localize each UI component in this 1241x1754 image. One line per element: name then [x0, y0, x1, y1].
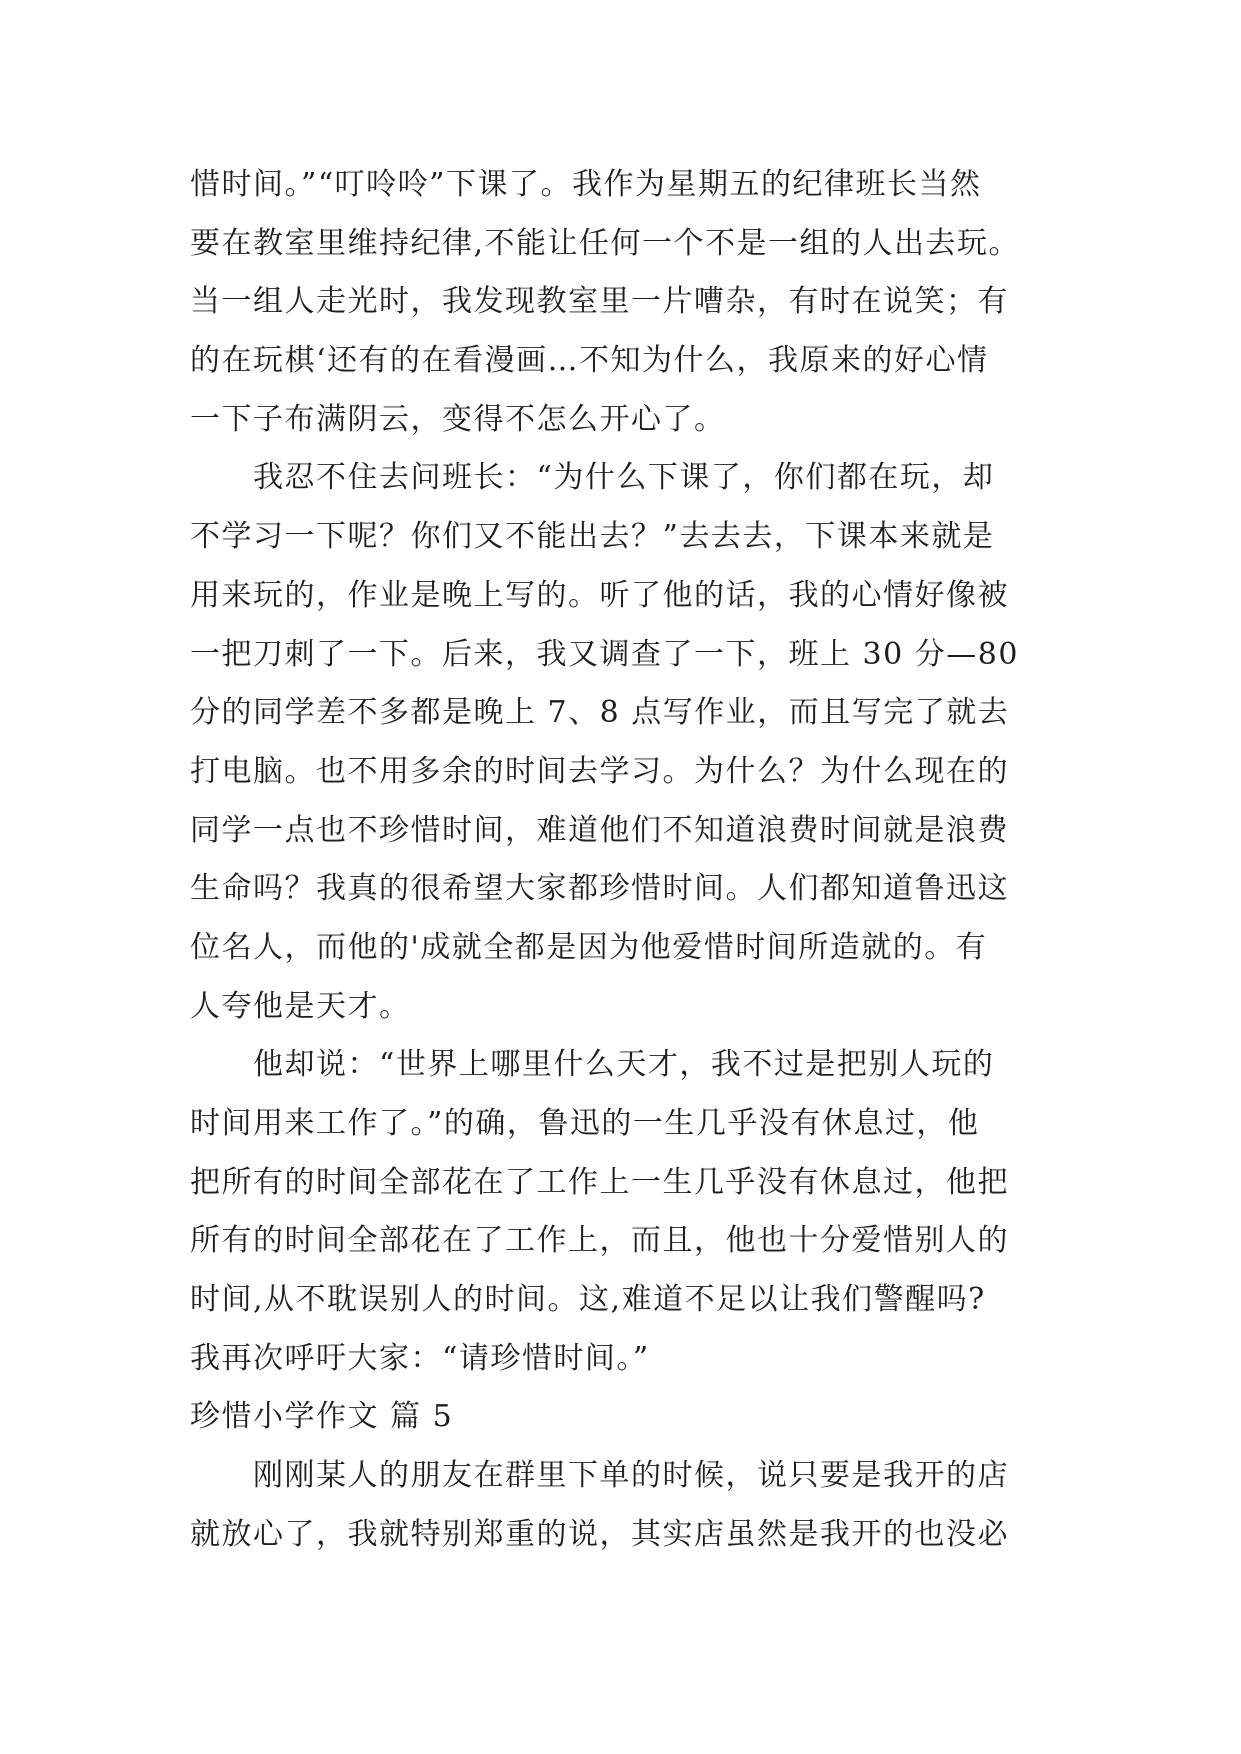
text-line: 用来玩的，作业是晚上写的。听了他的话，我的心情好像被 — [190, 577, 1009, 613]
text-line: 的在玩棋‘还有的在看漫画…不知为什么，我原来的好心情 — [190, 343, 989, 379]
text-line: 把所有的时间全部花在了工作上一生几乎没有休息过，他把 — [190, 1164, 1009, 1200]
text-line: 我再次呼吁大家：“请珍惜时间。” — [190, 1340, 650, 1376]
document-body — [190, 156, 1070, 1565]
text-line: 我忍不住去问班长：“为什么下课了，你们都在玩，却 — [190, 460, 995, 496]
text-line: 生命吗？我真的很希望大家都珍惜时间。人们都知道鲁迅这 — [190, 871, 1009, 907]
text-line: 分的同学差不多都是晚上 7、8 点写作业，而且写完了就去 — [190, 695, 1010, 731]
text-line: 要在教室里维持纪律,不能让任何一个不是一组的人出去玩。 — [190, 225, 1021, 261]
text-line: 不学习一下呢？你们又不能出去？”去去去，下课本来就是 — [190, 519, 995, 555]
text-line: 时间,从不耽误别人的时间。这,难道不足以让我们警醒吗? — [190, 1282, 986, 1318]
text-line: 一把刀刺了一下。后来，我又调查了一下，班上 30 分—80 — [190, 636, 1019, 672]
text-line: 当一组人走光时，我发现教室里一片嘈杂，有时在说笑；有 — [190, 284, 1009, 320]
text-line: 就放心了，我就特别郑重的说，其实店虽然是我开的也没必 — [190, 1516, 1009, 1552]
text-line: 所有的时间全部花在了工作上，而且，他也十分爱惜别人的 — [190, 1223, 1009, 1259]
text-line: 位名人，而他的'成就全都是因为他爱惜时间所造就的。有 — [190, 929, 988, 965]
text-line: 他却说：“世界上哪里什么天才，我不过是把别人玩的 — [190, 1047, 995, 1083]
text-line: 一下子布满阴云，变得不怎么开心了。 — [190, 401, 726, 437]
text-line: 刚刚某人的朋友在群里下单的时候，说只要是我开的店 — [190, 1458, 1009, 1494]
text-line: 同学一点也不珍惜时间，难道他们不知道浪费时间就是浪费 — [190, 812, 1009, 848]
text-line: 惜时间。”“叮呤呤”下课了。我作为星期五的纪律班长当然 — [190, 167, 982, 202]
text-line: 人夸他是天才。 — [190, 988, 411, 1024]
text-line: 时间用来工作了。”的确，鲁迅的一生几乎没有休息过，他 — [190, 1106, 980, 1141]
text-line: 打电脑。也不用多余的时间去学习。为什么？为什么现在的 — [190, 753, 1009, 789]
section-heading: 珍惜小学作文 篇 5 — [190, 1399, 454, 1435]
